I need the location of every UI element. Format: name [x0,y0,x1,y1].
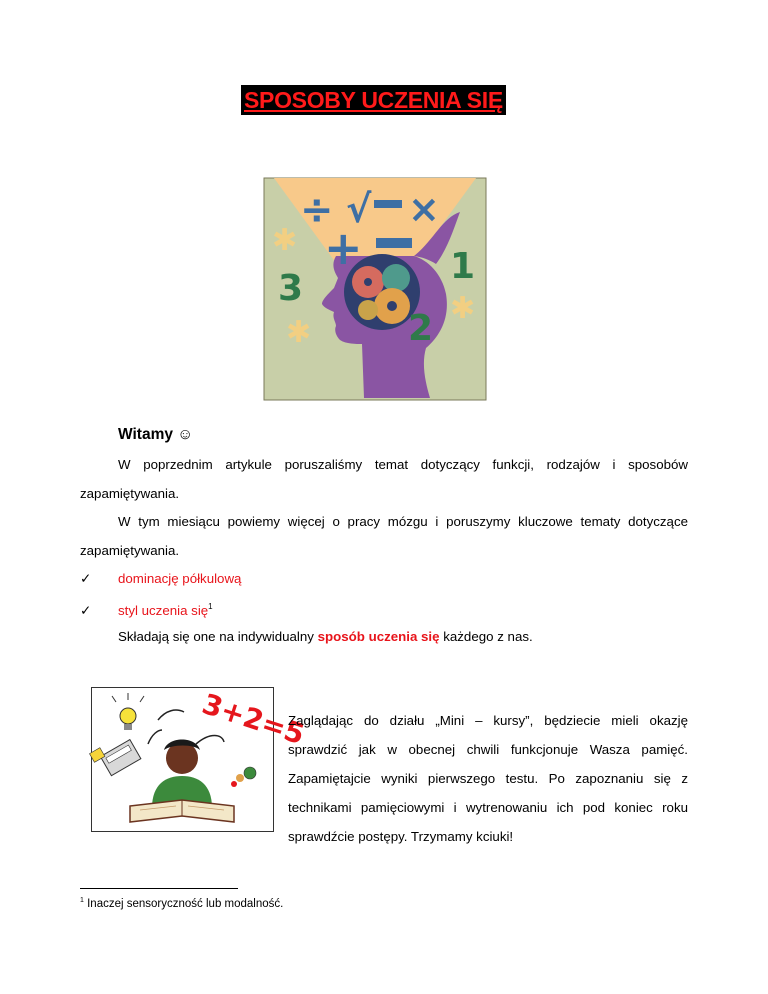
svg-text:✱: ✱ [272,223,298,258]
footnote-separator [80,888,238,889]
summary-emphasis: sposób uczenia się [317,629,440,644]
smiley-icon: ☺ [177,426,194,443]
footnote [80,897,283,910]
summary-text-start: Składają się one na indywidualny [118,629,314,644]
sqrt-icon: √ [346,187,372,231]
equation-text: 3+2=5 [198,687,309,752]
minus-icon [376,238,412,248]
svg-text:1: 1 [450,246,476,287]
page-title: SPOSOBY UCZENIA SIĘ [241,85,506,115]
plus-icon: + [324,221,363,275]
summary-text-end: każdego z nas. [443,629,533,644]
svg-text:2: 2 [408,308,434,349]
svg-text:✱: ✱ [286,315,312,350]
svg-text:✱: ✱ [450,291,476,326]
head-with-gears-and-math-icon [264,178,486,400]
division-icon: ÷ [300,187,334,233]
mini-courses-paragraph: Zaglądając do działu „Mini – kursy”, będziecie mieli okazję sprawdzić jak w obecnej chwili funkcjonuje Wasza pamięć. Zapamiętajcie wyniki pierwszego testu. Po zapoznaniu się z technikami pamięciowymi i wytrenowaniu ich pod koniec roku sprawdźcie postępy. Trzymamy kciuki! [288,713,688,844]
check-icon: ✓ [80,603,92,618]
footnote-reference[interactable]: 1 [208,602,213,611]
student-reading-book-icon [91,687,309,832]
list-item-text: styl uczenia się [118,603,209,618]
check-icon: ✓ [80,571,92,586]
greeting-heading [118,426,193,444]
list-item [80,564,241,593]
footnote-number: 1 [80,897,84,904]
multiply-icon: × [408,187,440,231]
intro-paragraph: W poprzednim artykule poruszaliśmy temat dotyczący funkcji, rodzajów i sposobów zapamiętywania. [80,457,688,501]
greeting-text: Witamy [118,426,173,443]
svg-text:3: 3 [278,268,304,309]
topics-paragraph: W tym miesiącu powiemy więcej o pracy mózgu i poruszymy kluczowe tematy dotyczące zapamiętywania. [80,514,688,558]
summary-paragraph [118,622,533,651]
list-item [80,592,213,625]
footnote-text: Inaczej sensoryczność lub modalność. [87,898,284,910]
list-item-text: dominację półkulową [118,571,242,586]
